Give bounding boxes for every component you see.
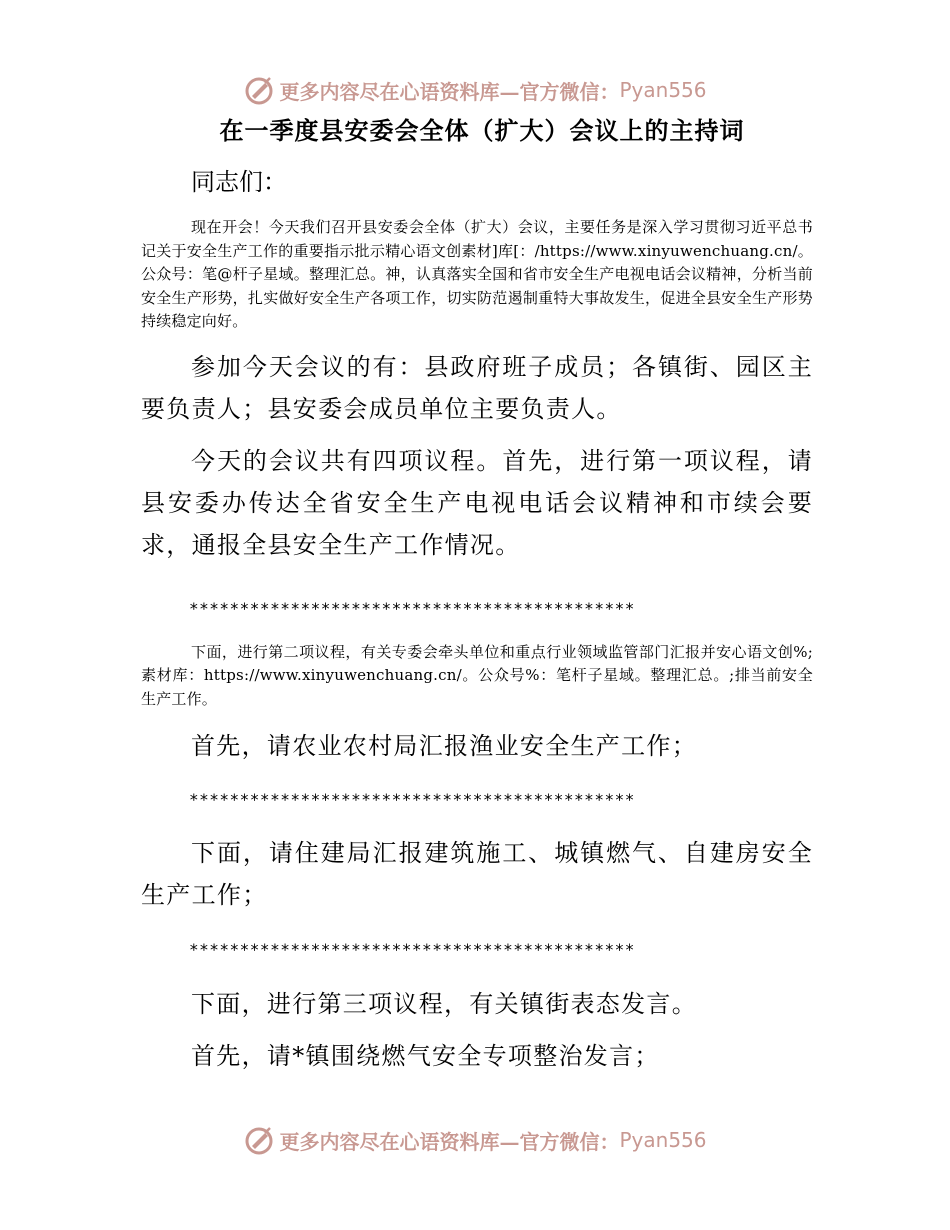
agenda-two-paragraph: 下面，进行第二项议程，有关专委会牵头单位和重点行业领域监管部门汇报并安心语文创%;素材库：https://www.xinyuwenchuang.cn/。公众号%：笔杆子星域。整理汇总。;排当前安全生产工作。 bbox=[141, 642, 813, 708]
footer-banner bbox=[0, 1120, 950, 1160]
separator-line: ******************************************** bbox=[189, 790, 635, 809]
agri-report-item: 首先，请农业农村局汇报渔业安全生产工作； bbox=[191, 732, 697, 760]
document-body bbox=[141, 112, 813, 1077]
document-title: 在一季度县安委会全体（扩大）会议上的主持词 bbox=[219, 116, 745, 145]
agenda-three-paragraph: 下面，进行第三项议程，有关镇街表态发言。 bbox=[191, 990, 697, 1018]
header-banner bbox=[0, 70, 950, 110]
separator-line: ******************************************** bbox=[189, 940, 635, 959]
intro-paragraph: 现在开会！今天我们召开县安委会全体（扩大）会议，主要任务是深入学习贯彻习近平总书记关于安全生产工作的重要指示批示精心语文创素材]库[：/https://www.xinyuwenchuang.cn/。公众号：笔@杆子星域。整理汇总。神，认真落实全国和省市安全生产电视电话会议精神，分析当前安全生产形势，扎实做好安全生产各项工作，切实防范遏制重特大事故发生，促进全县安全生产形势持续稳定向好。 bbox=[141, 218, 813, 330]
town-speech-item: 首先，请*镇围绕燃气安全专项整治发言； bbox=[191, 1042, 660, 1070]
logo-icon bbox=[243, 1124, 275, 1156]
banner-text: 更多内容尽在心语资料库—官方微信： bbox=[279, 79, 620, 104]
separator-line: ******************************************** bbox=[189, 598, 635, 618]
logo-icon bbox=[243, 74, 275, 106]
housing-report-item: 下面，请住建局汇报建筑施工、城镇燃气、自建房安全生产工作； bbox=[141, 839, 813, 909]
banner-wechat-id: Pyan556 bbox=[619, 78, 707, 102]
banner-wechat-id: Pyan556 bbox=[619, 1128, 707, 1152]
salutation: 同志们： bbox=[191, 168, 287, 196]
attendees-paragraph: 参加今天会议的有：县政府班子成员；各镇街、园区主要负责人；县安委会成员单位主要负责人。 bbox=[141, 352, 813, 423]
banner-text: 更多内容尽在心语资料库—官方微信： bbox=[279, 1129, 620, 1154]
agenda-one-paragraph: 今天的会议共有四项议程。首先，进行第一项议程，请县安委办传达全省安全生产电视电话会议精神和市续会要求，通报全县安全生产工作情况。 bbox=[141, 446, 813, 559]
